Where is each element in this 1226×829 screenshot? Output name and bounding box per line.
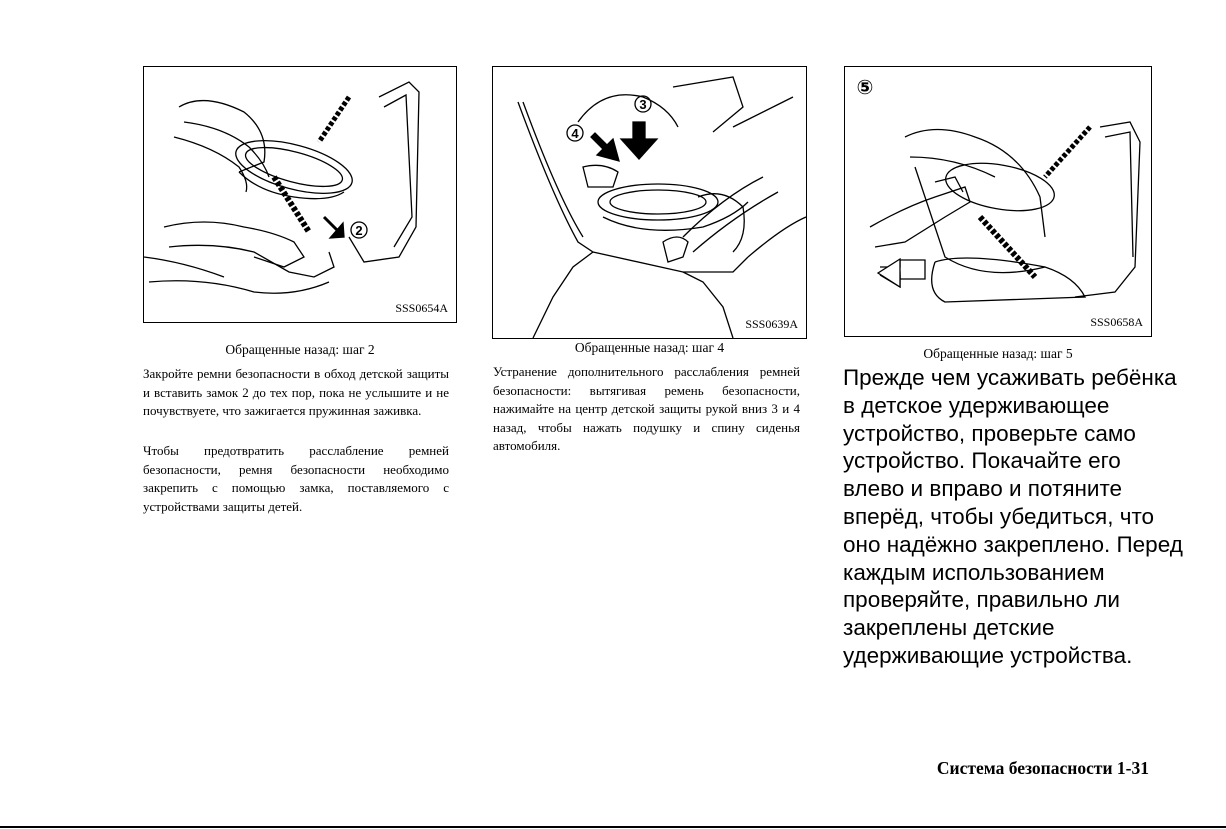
- caption-step-4: Обращенные назад: шаг 4: [574, 340, 725, 355]
- figure-code: SSS0639A: [745, 317, 798, 331]
- paragraph-step-2-instructions: Закройте ремни безопасности в обход детской защиты и вставить замок 2 до тех пор, пока не услышите и не почувствуете, что зажигается пружинная заживка.: [143, 366, 449, 419]
- callout-5: ⑤: [856, 75, 874, 99]
- figure-step-4: [492, 66, 807, 339]
- paragraph-step-2-note: Чтобы предотвратить расслабление ремней безопасности, ремня безопасности необходимо закрепить с помощью замка, поставляемого с устройствами защиты детей.: [143, 443, 449, 514]
- illustration-press-seat: [493, 67, 806, 338]
- callout-2: 2: [355, 223, 363, 238]
- callout-3: 3: [639, 97, 647, 112]
- callout-4: 4: [571, 126, 579, 141]
- bottom-rule: [0, 826, 1226, 828]
- illustration-child-seat-buckle: [144, 67, 456, 322]
- illustration-check-seat: [845, 67, 1151, 336]
- figure-code: SSS0658A: [1090, 315, 1143, 329]
- footer-section-page: Система безопасности 1-31: [936, 758, 1149, 778]
- caption-step-2: Обращенные назад: шаг 2: [225, 342, 375, 357]
- paragraph-step-5-instructions: Прежде чем усаживать ребёнка в детское удерживающее устройство, проверьте само устройство. Покачайте его влево и вправо и потяните вперёд, чтобы убедиться, что оно надёжно закреплено. Перед каждым использованием проверяйте, правильно ли закреплены детские удерживающие устройства.: [843, 365, 1183, 668]
- paragraph-step-4-instructions: Устранение дополнительного расслабления ремней безопасности: вытягивая ремень безопасности, нажимайте на центр детской защиты рукой вниз 3 и 4 назад, чтобы нажать подушку и спину сиденья автомобиля.: [493, 364, 800, 454]
- figure-step-2: [143, 66, 457, 323]
- figure-step-5: [844, 66, 1152, 337]
- figure-code: SSS0654A: [395, 301, 448, 315]
- caption-step-5: Обращенные назад: шаг 5: [923, 346, 1073, 361]
